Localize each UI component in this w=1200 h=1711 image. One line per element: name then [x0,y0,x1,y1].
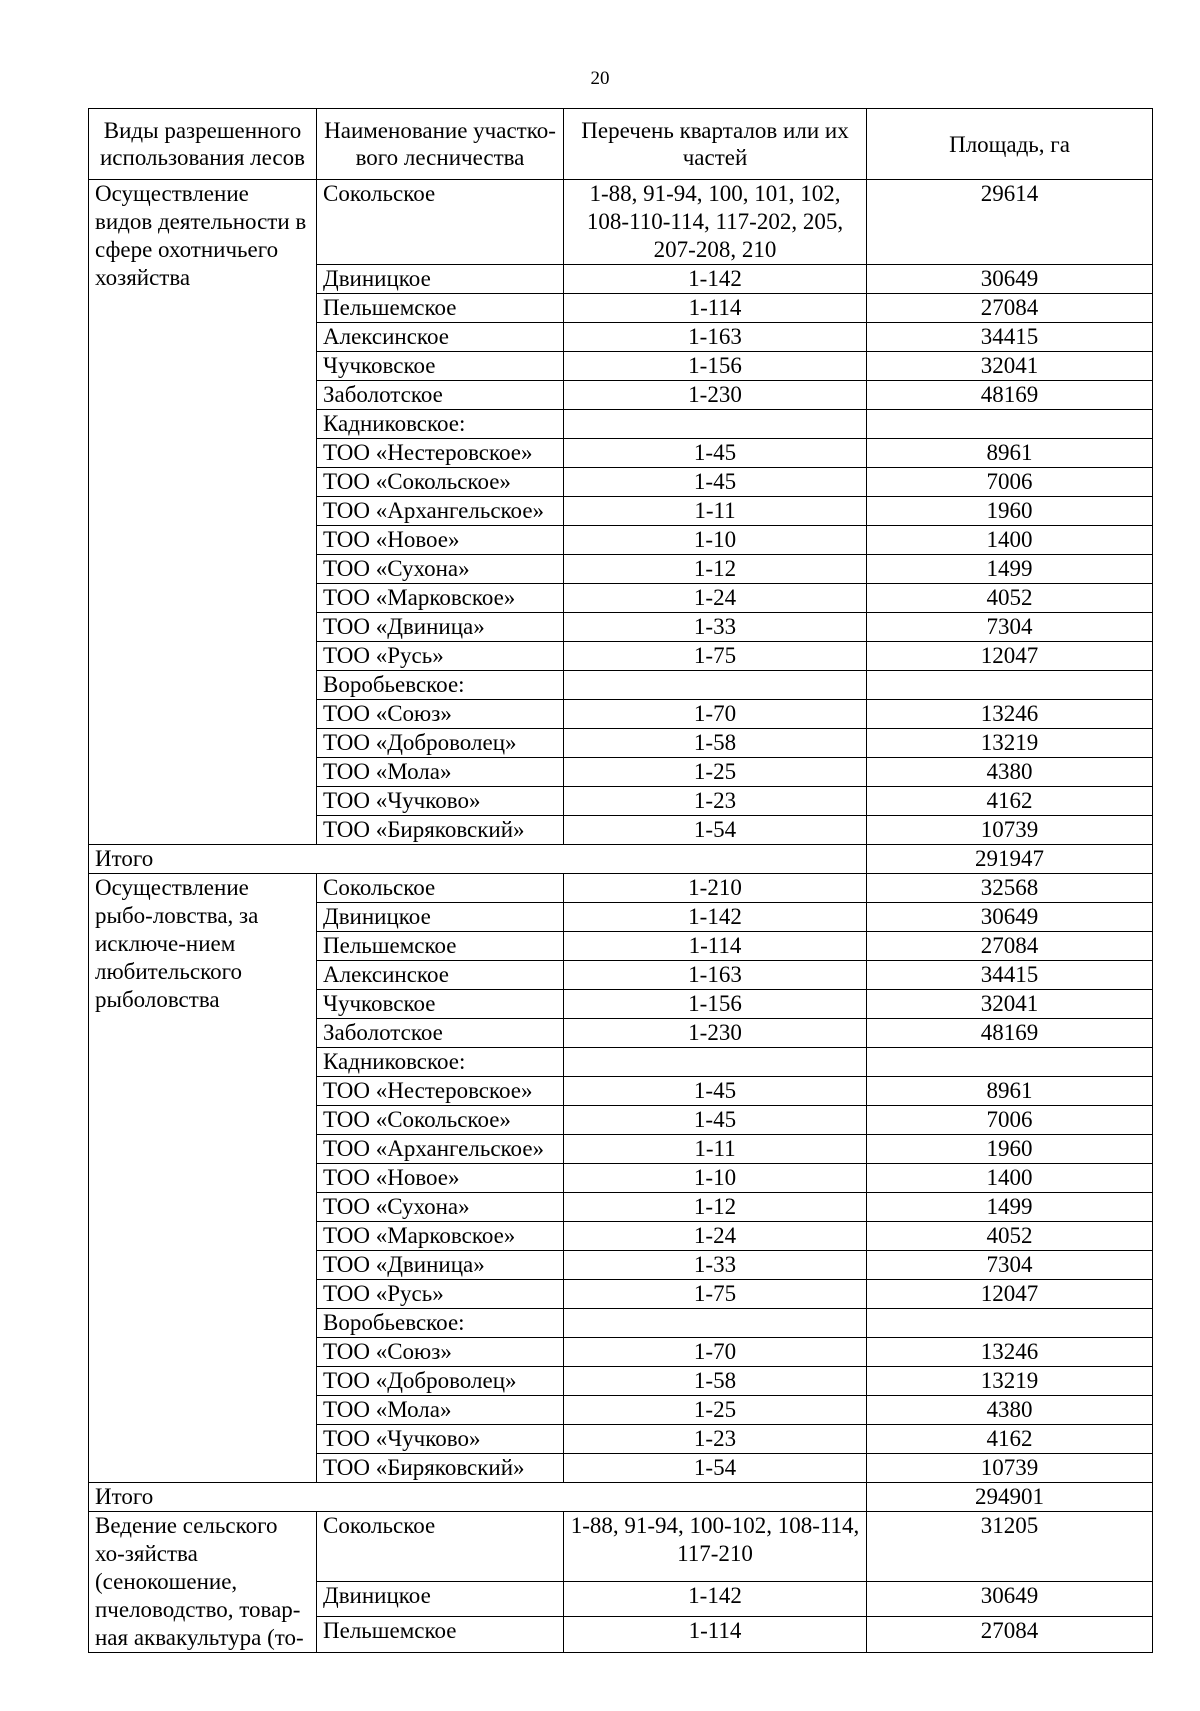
area-cell: 13219 [867,729,1153,758]
area-cell: 48169 [867,381,1153,410]
forestry-cell: Алексинское [317,323,564,352]
area-cell: 4380 [867,758,1153,787]
use-type-cell: Ведение сельского хо-зяйства (сенокошение, пчеловодство, товар-ная аквакультура (то- [89,1512,317,1653]
total-row [89,845,1153,874]
area-cell: 4052 [867,584,1153,613]
area-cell: 7304 [867,1251,1153,1280]
forestry-cell: Кадниковское: [317,1048,564,1077]
forestry-cell: Двиницкое [317,265,564,294]
forestry-cell: Воробьевское: [317,671,564,700]
area-cell: 30649 [867,265,1153,294]
area-cell: 32568 [867,874,1153,903]
forestry-cell: ТОО «Сухона» [317,1193,564,1222]
forestry-cell: ТОО «Доброволец» [317,729,564,758]
quarters-cell: 1-230 [564,381,867,410]
quarters-cell: 1-10 [564,526,867,555]
forestry-cell: Кадниковское: [317,410,564,439]
header-forestry: Наименование участко-вого лесничества [317,109,564,180]
forestry-cell: ТОО «Доброволец» [317,1367,564,1396]
area-cell: 8961 [867,439,1153,468]
forestry-cell: ТОО «Архангельское» [317,497,564,526]
quarters-cell: 1-33 [564,1251,867,1280]
area-cell: 30649 [867,1581,1153,1617]
area-cell: 4380 [867,1396,1153,1425]
area-cell [867,1048,1153,1077]
quarters-cell: 1-70 [564,1338,867,1367]
total-row [89,1483,1153,1512]
forestry-cell: Пельшемское [317,294,564,323]
quarters-cell: 1-163 [564,961,867,990]
quarters-cell: 1-142 [564,265,867,294]
forestry-cell: ТОО «Мола» [317,758,564,787]
quarters-cell: 1-156 [564,352,867,381]
forestry-cell: Пельшемское [317,1617,564,1653]
quarters-cell: 1-12 [564,1193,867,1222]
quarters-cell: 1-54 [564,816,867,845]
table-body [89,180,1153,1653]
area-cell [867,410,1153,439]
header-use-type: Виды разрешенного использования лесов [89,109,317,180]
forestry-cell: ТОО «Мола» [317,1396,564,1425]
forestry-cell: ТОО «Биряковский» [317,1454,564,1483]
quarters-cell: 1-114 [564,932,867,961]
area-cell: 13219 [867,1367,1153,1396]
quarters-cell: 1-10 [564,1164,867,1193]
forestry-cell: Пельшемское [317,932,564,961]
quarters-cell [564,671,867,700]
forestry-cell: ТОО «Сухона» [317,555,564,584]
area-cell: 29614 [867,180,1153,265]
use-type-cell: Осуществление видов деятельности в сфере охотничьего хозяйства [89,180,317,845]
quarters-cell: 1-45 [564,1106,867,1135]
area-cell: 27084 [867,1617,1153,1653]
forestry-cell: Сокольское [317,1512,564,1582]
quarters-cell: 1-210 [564,874,867,903]
quarters-cell: 1-58 [564,1367,867,1396]
quarters-cell: 1-142 [564,903,867,932]
quarters-cell: 1-23 [564,787,867,816]
forestry-cell: Чучковское [317,352,564,381]
area-cell: 31205 [867,1512,1153,1582]
forestry-cell: Сокольское [317,180,564,265]
quarters-cell: 1-70 [564,700,867,729]
area-cell: 32041 [867,352,1153,381]
area-cell: 10739 [867,1454,1153,1483]
quarters-cell: 1-25 [564,758,867,787]
area-cell [867,1309,1153,1338]
header-quarters: Перечень кварталов или их частей [564,109,867,180]
quarters-cell: 1-114 [564,294,867,323]
forestry-cell: ТОО «Новое» [317,526,564,555]
forestry-cell: ТОО «Чучково» [317,1425,564,1454]
quarters-cell: 1-58 [564,729,867,758]
area-cell: 27084 [867,294,1153,323]
area-cell: 4052 [867,1222,1153,1251]
area-cell: 10739 [867,816,1153,845]
forestry-cell: ТОО «Двиница» [317,613,564,642]
forestry-cell: ТОО «Русь» [317,1280,564,1309]
table-row [89,180,1153,265]
area-cell: 1499 [867,555,1153,584]
area-cell: 4162 [867,1425,1153,1454]
forestry-cell: Заболотское [317,1019,564,1048]
quarters-cell: 1-23 [564,1425,867,1454]
area-cell: 48169 [867,1019,1153,1048]
header-row [89,109,1153,180]
forestry-cell: Чучковское [317,990,564,1019]
quarters-cell: 1-11 [564,1135,867,1164]
area-cell: 7006 [867,468,1153,497]
quarters-cell [564,1048,867,1077]
quarters-cell: 1-12 [564,555,867,584]
forestry-cell: Заболотское [317,381,564,410]
forestry-cell: ТОО «Новое» [317,1164,564,1193]
forestry-cell: ТОО «Союз» [317,1338,564,1367]
area-cell: 27084 [867,932,1153,961]
area-cell: 34415 [867,323,1153,352]
total-value: 291947 [867,845,1153,874]
header-area: Площадь, га [867,109,1153,180]
area-cell: 12047 [867,642,1153,671]
total-label: Итого [89,845,867,874]
forestry-cell: Сокольское [317,874,564,903]
forestry-cell: Двиницкое [317,1581,564,1617]
quarters-cell: 1-24 [564,1222,867,1251]
use-type-cell: Осуществление рыбо-ловства, за исключе-нием любительского рыболовства [89,874,317,1483]
forestry-cell: ТОО «Союз» [317,700,564,729]
quarters-cell [564,410,867,439]
forestry-cell: Воробьевское: [317,1309,564,1338]
area-cell: 8961 [867,1077,1153,1106]
quarters-cell: 1-75 [564,642,867,671]
total-label: Итого [89,1483,867,1512]
area-cell: 7006 [867,1106,1153,1135]
forestry-cell: Двиницкое [317,903,564,932]
page-number: 20 [590,68,610,89]
area-cell: 1400 [867,1164,1153,1193]
area-cell: 12047 [867,1280,1153,1309]
area-cell: 34415 [867,961,1153,990]
area-cell: 30649 [867,903,1153,932]
area-cell: 1499 [867,1193,1153,1222]
forestry-cell: ТОО «Нестеровское» [317,1077,564,1106]
quarters-cell: 1-45 [564,468,867,497]
quarters-cell: 1-11 [564,497,867,526]
forestry-cell: ТОО «Двиница» [317,1251,564,1280]
quarters-cell: 1-88, 91-94, 100, 101, 102, 108-110-114, 117-202, 205, 207-208, 210 [564,180,867,265]
forestry-cell: ТОО «Марковское» [317,1222,564,1251]
quarters-cell: 1-33 [564,613,867,642]
forestry-cell: ТОО «Марковское» [317,584,564,613]
quarters-cell: 1-88, 91-94, 100-102, 108-114, 117-210 [564,1512,867,1582]
quarters-cell: 1-25 [564,1396,867,1425]
quarters-cell: 1-163 [564,323,867,352]
quarters-cell: 1-142 [564,1581,867,1617]
quarters-cell: 1-114 [564,1617,867,1653]
forestry-cell: ТОО «Сокольское» [317,1106,564,1135]
quarters-cell: 1-45 [564,1077,867,1106]
forestry-cell: ТОО «Сокольское» [317,468,564,497]
forestry-cell: ТОО «Архангельское» [317,1135,564,1164]
area-cell: 13246 [867,700,1153,729]
area-cell: 32041 [867,990,1153,1019]
forestry-cell: ТОО «Чучково» [317,787,564,816]
forestry-cell: Алексинское [317,961,564,990]
area-cell: 4162 [867,787,1153,816]
area-cell: 7304 [867,613,1153,642]
forestry-cell: ТОО «Биряковский» [317,816,564,845]
quarters-cell: 1-45 [564,439,867,468]
forest-use-table [88,108,1153,1653]
quarters-cell: 1-75 [564,1280,867,1309]
quarters-cell: 1-24 [564,584,867,613]
area-cell: 1960 [867,497,1153,526]
quarters-cell: 1-156 [564,990,867,1019]
area-cell: 1960 [867,1135,1153,1164]
quarters-cell: 1-54 [564,1454,867,1483]
forestry-cell: ТОО «Нестеровское» [317,439,564,468]
table-row [89,874,1153,903]
total-value: 294901 [867,1483,1153,1512]
table-row [89,1512,1153,1582]
quarters-cell [564,1309,867,1338]
quarters-cell: 1-230 [564,1019,867,1048]
area-cell: 1400 [867,526,1153,555]
area-cell [867,671,1153,700]
forestry-cell: ТОО «Русь» [317,642,564,671]
area-cell: 13246 [867,1338,1153,1367]
